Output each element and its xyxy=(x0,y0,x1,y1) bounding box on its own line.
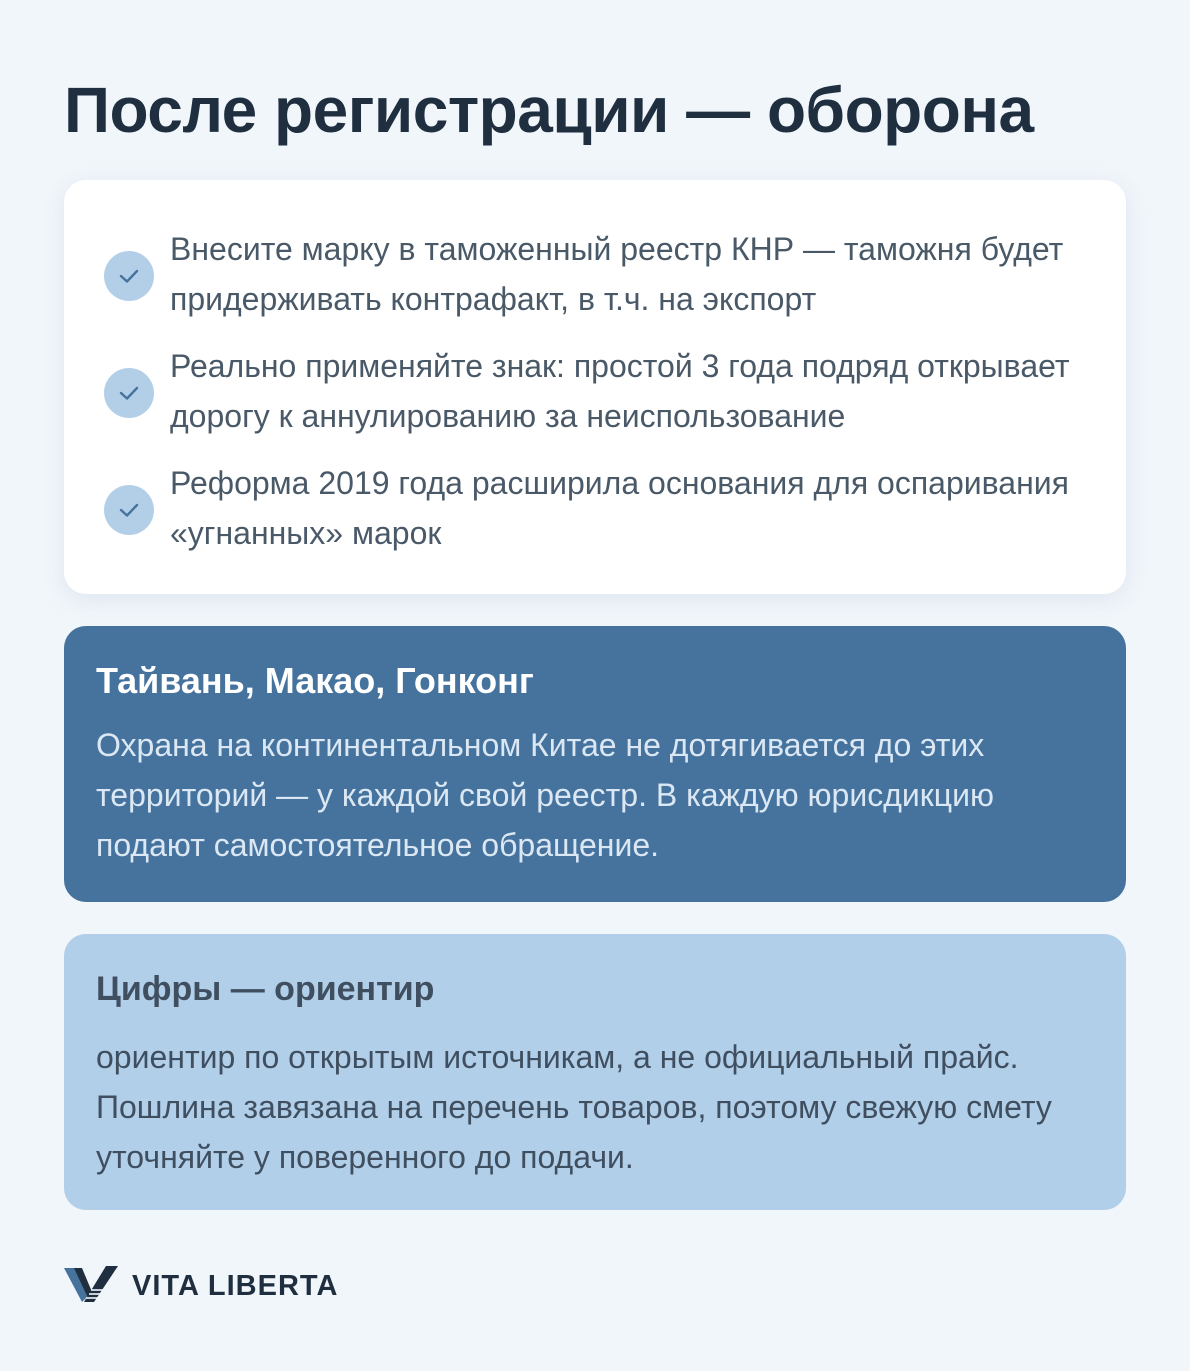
brand-logo xyxy=(64,1266,338,1306)
vita-liberta-logo-icon xyxy=(64,1264,120,1309)
check-icon xyxy=(104,251,154,301)
check-icon xyxy=(104,368,154,418)
territories-body: Охрана на континентальном Китае не дотягивается до этих территорий — у каждой свой реестр. В каждую юрисдикцию подают самостоятельное обращение. xyxy=(96,727,994,863)
brand-name: VITA LIBERTA xyxy=(132,1269,339,1302)
checklist-card xyxy=(64,180,1126,594)
territories-card xyxy=(64,626,1126,902)
check-icon xyxy=(104,485,154,535)
note-heading: Цифры — ориентир xyxy=(96,970,435,1008)
checklist-item-text: Внесите марку в таможенный реестр КНР — таможня будет придерживать контрафакт, в т.ч. на экспорт xyxy=(170,231,1064,317)
checklist-item-text: Реформа 2019 года расширила основания для оспаривания «угнанных» марок xyxy=(170,465,1069,551)
note-card xyxy=(64,934,1126,1210)
page-title: После регистрации — оборона xyxy=(64,74,1034,146)
checklist-item-text: Реально применяйте знак: простой 3 года подряд открывает дорогу к аннулированию за неиспользование xyxy=(170,348,1070,434)
note-body: ориентир по открытым источникам, а не официальный прайс. Пошлина завязана на перечень товаров, поэтому свежую смету уточняйте у поверенного до подачи. xyxy=(96,1039,1052,1175)
territories-heading: Тайвань, Макао, Гонконг xyxy=(96,660,534,701)
